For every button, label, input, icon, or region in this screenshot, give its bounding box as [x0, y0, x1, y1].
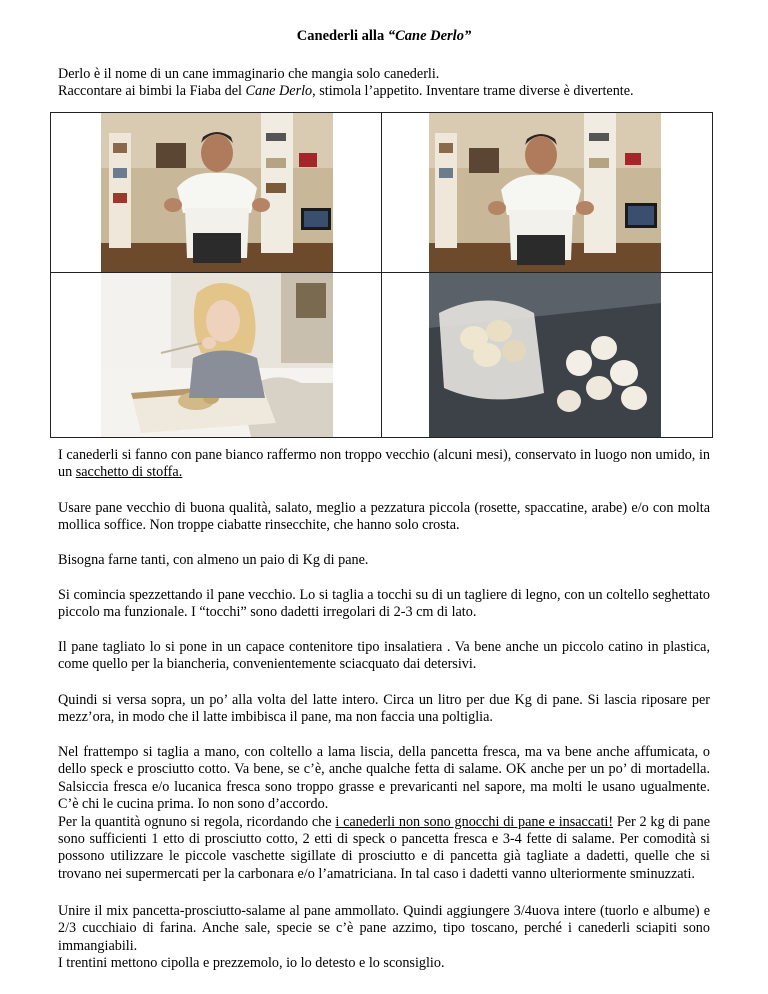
grid-divider — [381, 113, 382, 437]
photo-canederli-bags — [429, 273, 661, 437]
underlined-phrase: sacchetto di stoffa. — [75, 464, 183, 481]
paragraph-bread-quality: Usare pane vecchio di buona qualità, salato, meglio a pezzatura piccola (rosette, spaccatine, arabe) e/o con molta mollica soffice. Non troppe ciabatte rinsecchite, che hanno solo crosta. — [58, 500, 710, 534]
paragraph-mixing-part2: I trentini mettono cipolla e prezzemolo, io lo detesto e lo sconsiglio. — [58, 955, 445, 972]
paragraph-quantity: Bisogna farne tanti, con almeno un paio di Kg di pane. — [58, 552, 369, 568]
paragraph-mixing — [58, 903, 710, 973]
photo-grid — [50, 112, 713, 438]
photo-girl-eating — [101, 273, 333, 437]
intro-italic-name: Cane Derlo — [245, 83, 313, 100]
photo-man-gesturing-2 — [429, 113, 661, 272]
paragraph-meats: Nel frattempo si taglia a mano, con coltello a lama liscia, della pancetta fresca, ma va bene anche affumicata, o dello speck e prosciutto cotto. Va bene, se c’è, anche qualche fetta di salame. OK anche per un po’ di mortadella. Salsiccia fresca e/o lucanica fresca sono troppo grasse e prevaricanti nel sapore, ma molti le usano ugualmente. C’è chi le cucina prima. Io non sono d’accordo. Per la quantità ognuno si regola, ricordando che i canederli non sono gnocchi di pane e insaccati! Per 2 kg di pane sono sufficienti 1 etto di prosciutto cotto, 2 etti di speck o pancetta fresca e 3-4 fette di salame. Per comodità si possono utilizzare le piccole vaschette sigillate di prosciutto e di pancetta già tagliate a dadetti, quelle che si trovano nei supermercati per la carbonara e/o l’amatriciana. In tal caso i dadetti vanno ulteriormente sminuzzati. — [58, 744, 711, 882]
paragraph-milk: Quindi si versa sopra, un po’ alla volta del latte intero. Circa un litro per due Kg di pane. Si lascia riposare per mezz’ora, in modo che il latte imbibisca il pane, ma non faccia una poltiglia. — [58, 692, 710, 726]
paragraph-mixing-part1: Unire il mix pancetta-prosciutto-salame al pane ammollato. Quindi aggiungere 3/4uova intere (tuorlo e albume) e 2/3 cucchiaio di farina. Anche sale, specie se c’è pane azzimo, tipo toscano, perché i canederli sciapiti sono immangiabili. — [58, 903, 710, 954]
paragraph-bread-storage: I canederli si fanno con pane bianco raffermo non troppo vecchio (alcuni mesi), conservato in luogo non umido, in un sacchetto di stoffa. — [58, 447, 710, 481]
underlined-phrase: i canederli non sono gnocchi di pane e insaccati! — [335, 813, 614, 830]
intro-line-1: Derlo è il nome di un cane immaginario che mangia solo canederli. — [58, 66, 440, 82]
page-title: Canederli alla “Cane Derlo” — [296, 28, 472, 44]
paragraph-meats-part1: Nel frattempo si taglia a mano, con coltello a lama liscia, della pancetta fresca, ma va bene anche affumicata, o dello speck e prosciutto cotto. Va bene, se c’è, anche qualche fetta di salame. OK anche per un po’ di mortadella. Salsiccia fresca e/o lucanica fresca sono troppo grasse e prevaricanti nel sapore, ma molti le usano ugualmente. C’è chi le cucina prima. Io non sono d’accordo. — [58, 744, 710, 813]
title-italic: “Cane Derlo” — [387, 28, 472, 44]
paragraph-cutting: Si comincia spezzettando il pane vecchio. Lo si taglia a tocchi su di un tagliere di legno, con un coltello seghettato piccolo ma funzionale. I “tocchi” sono dadetti irregolari di 2-3 cm di lato. — [58, 587, 710, 621]
paragraph-container: Il pane tagliato lo si pone in un capace contenitore tipo insalatiera . Va bene anche un piccolo catino in plastica, come quello per la biancheria, convenientemente sciacquato dai detersivi. — [58, 639, 710, 673]
intro-paragraph: Derlo è il nome di un cane immaginario che mangia solo canederli. Raccontare ai bimbi la Fiaba del Cane Derlo, stimola l’appetito. Inventare trame diverse è divertente. — [58, 66, 634, 100]
photo-man-gesturing-1 — [101, 113, 333, 272]
